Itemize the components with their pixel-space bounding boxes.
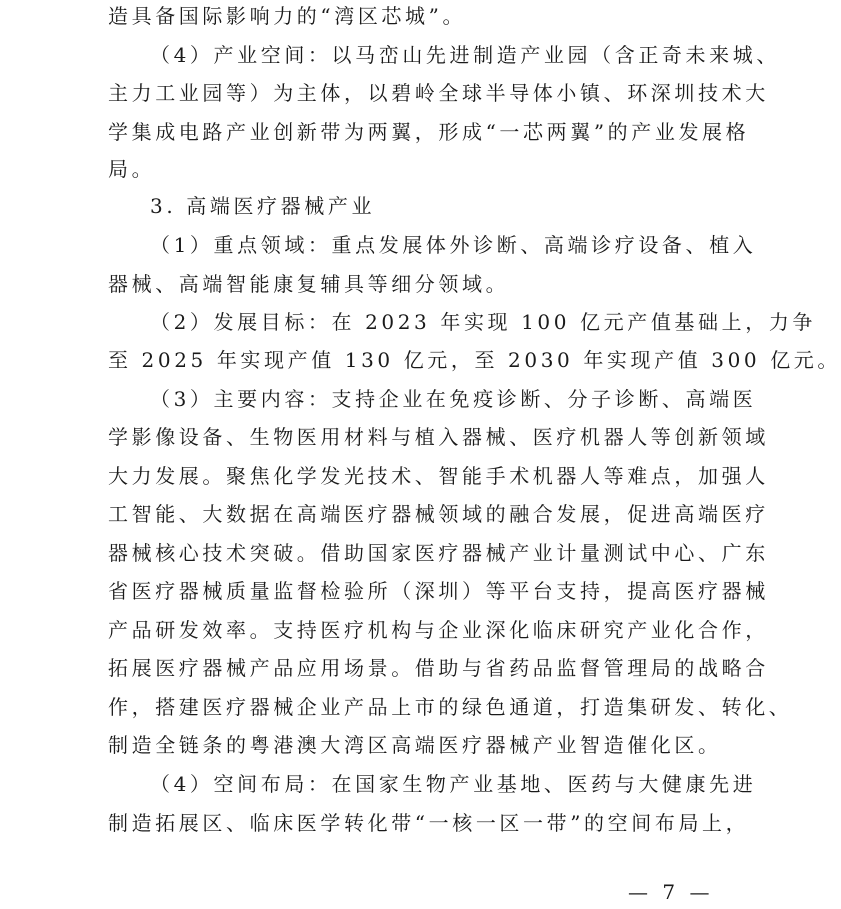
text-line: 学影像设备、生物医用材料与植入器械、医疗机器人等创新领域 [108, 425, 769, 449]
text-line: 作，搭建医疗器械企业产品上市的绿色通道，打造集研发、转化、 [108, 695, 793, 719]
text-line: 制造全链条的粤港澳大湾区高端医疗器械产业智造催化区。 [108, 733, 722, 757]
text-line: （3）主要内容：支持企业在免疫诊断、分子诊断、高端医 [150, 387, 757, 411]
text-line: 学集成电路产业创新带为两翼，形成“一芯两翼”的产业发展格 [108, 120, 750, 144]
text-line: （4）空间布局：在国家生物产业基地、医药与大健康先进 [150, 772, 757, 796]
text-line: 局。 [108, 157, 156, 181]
text-line: 制造拓展区、临床医学转化带“一核一区一带”的空间布局上， [108, 811, 750, 835]
text-line: 拓展医疗器械产品应用场景。借助与省药品监督管理局的战略合 [108, 656, 769, 680]
text-line: 器械、高端智能康复辅具等细分领域。 [108, 272, 510, 296]
text-line: 省医疗器械质量监督检验所（深圳）等平台支持，提高医疗器械 [108, 579, 769, 603]
text-line: （4）产业空间：以马峦山先进制造产业园（含正奇未来城、 [150, 43, 780, 67]
text-line: 至 2025 年实现产值 130 亿元，至 2030 年实现产值 300 亿元。 [108, 348, 841, 372]
text-line: （1）重点领域：重点发展体外诊断、高端诊疗设备、植入 [150, 233, 757, 257]
section-heading: 3. 高端医疗器械产业 [150, 194, 376, 218]
text-line: （2）发展目标：在 2023 年实现 100 亿元产值基础上，力争 [150, 310, 817, 334]
page-number: — 7 — [628, 880, 714, 904]
text-line: 大力发展。聚焦化学发光技术、智能手术机器人等难点，加强人 [108, 464, 769, 488]
text-line: 工智能、大数据在高端医疗器械领域的融合发展，促进高端医疗 [108, 502, 769, 526]
text-line: 产品研发效率。支持医疗机构与企业深化临床研究产业化合作， [108, 618, 769, 642]
text-line: 造具备国际影响力的“湾区芯城”。 [108, 4, 467, 28]
text-line: 器械核心技术突破。借助国家医疗器械产业计量测试中心、广东 [108, 541, 769, 565]
text-line: 主力工业园等）为主体，以碧岭全球半导体小镇、环深圳技术大 [108, 81, 769, 105]
